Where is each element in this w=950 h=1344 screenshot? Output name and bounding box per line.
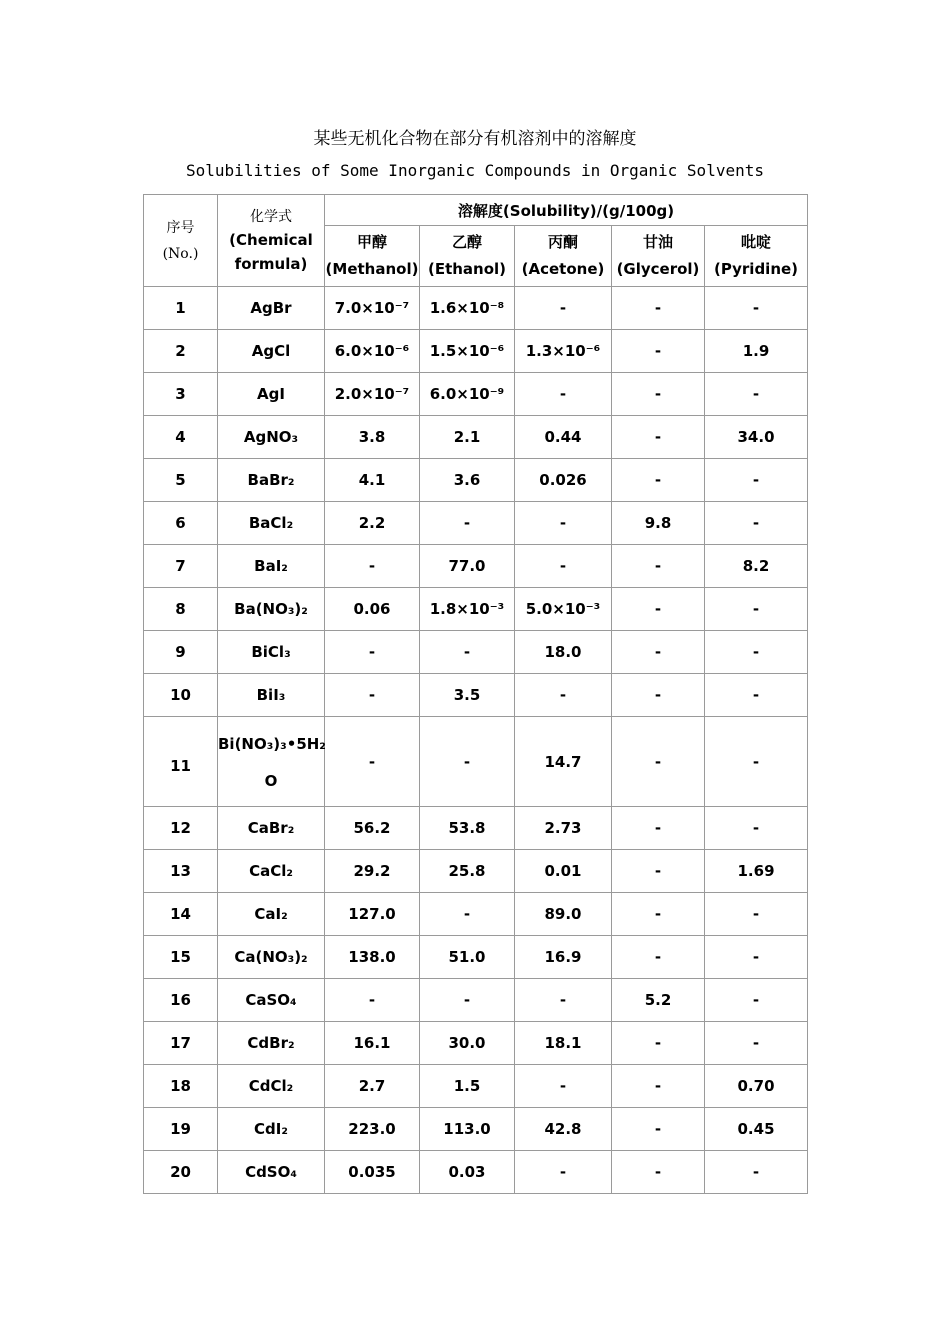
solubility-value: - <box>705 893 808 936</box>
chemical-formula: AgI <box>218 373 325 416</box>
solubility-value: 1.5×10⁻⁶ <box>420 330 515 373</box>
chemical-formula: CdI₂ <box>218 1108 325 1151</box>
page-title-en: Solubilities of Some Inorganic Compounds in Organic Solvents <box>186 161 764 180</box>
solubility-value: - <box>612 416 705 459</box>
solubility-value: 3.5 <box>420 674 515 717</box>
header-solvent-cn: 甘油 <box>642 233 673 251</box>
solubility-value: 0.01 <box>515 850 612 893</box>
solubility-value: 2.1 <box>420 416 515 459</box>
solubility-value: - <box>612 850 705 893</box>
solubility-value: 18.1 <box>515 1022 612 1065</box>
solubility-value: 77.0 <box>420 545 515 588</box>
chemical-formula: CaSO₄ <box>218 979 325 1022</box>
solubility-value: 2.73 <box>515 807 612 850</box>
row-number: 3 <box>144 373 218 416</box>
table-row <box>144 287 808 330</box>
solubility-value: - <box>612 674 705 717</box>
row-number: 8 <box>144 588 218 631</box>
solubility-value: - <box>325 674 420 717</box>
header-solvent-en: (Glycerol) <box>616 260 700 278</box>
table-row <box>144 545 808 588</box>
chemical-formula: CaBr₂ <box>218 807 325 850</box>
solubility-value: 0.035 <box>325 1151 420 1194</box>
solubility-value: - <box>325 979 420 1022</box>
table-row <box>144 416 808 459</box>
header-formula-cn: 化学式 <box>250 208 292 225</box>
chemical-formula: AgNO₃ <box>218 416 325 459</box>
table-row <box>144 373 808 416</box>
solubility-value: - <box>325 717 420 807</box>
solubility-value: 14.7 <box>515 717 612 807</box>
row-number: 2 <box>144 330 218 373</box>
solubility-value: 5.0×10⁻³ <box>515 588 612 631</box>
row-number: 18 <box>144 1065 218 1108</box>
solubility-value: 0.026 <box>515 459 612 502</box>
solubility-value: - <box>612 287 705 330</box>
chemical-formula: BaCl₂ <box>218 502 325 545</box>
row-number: 15 <box>144 936 218 979</box>
solubility-value: - <box>705 287 808 330</box>
solubility-value: 2.2 <box>325 502 420 545</box>
solubility-value: 1.5 <box>420 1065 515 1108</box>
solubility-value: - <box>515 545 612 588</box>
header-solvent <box>612 226 705 287</box>
row-number: 5 <box>144 459 218 502</box>
solubility-value: - <box>515 1065 612 1108</box>
solubility-value: - <box>612 1108 705 1151</box>
solubility-value: - <box>515 674 612 717</box>
row-number: 11 <box>144 717 218 807</box>
table-row <box>144 1151 808 1194</box>
chemical-formula: AgCl <box>218 330 325 373</box>
chemical-formula: CdBr₂ <box>218 1022 325 1065</box>
solubility-value: 5.2 <box>612 979 705 1022</box>
header-solubility: 溶解度(Solubility)/(g/100g) <box>325 195 808 226</box>
row-number: 4 <box>144 416 218 459</box>
solubility-value: - <box>705 459 808 502</box>
solubility-value: - <box>705 631 808 674</box>
row-number: 19 <box>144 1108 218 1151</box>
table-row <box>144 674 808 717</box>
row-number: 7 <box>144 545 218 588</box>
row-number: 17 <box>144 1022 218 1065</box>
solubility-value: - <box>612 1022 705 1065</box>
header-solvent-en: (Ethanol) <box>427 260 507 278</box>
header-solvent <box>420 226 515 287</box>
header-solvent-cn: 甲醇 <box>356 233 387 251</box>
solubility-value: - <box>612 1065 705 1108</box>
table-row <box>144 936 808 979</box>
table-row <box>144 330 808 373</box>
row-number: 1 <box>144 287 218 330</box>
formula-line: O <box>264 771 278 790</box>
solubility-value: 6.0×10⁻⁶ <box>325 330 420 373</box>
chemical-formula: BaBr₂ <box>218 459 325 502</box>
header-formula <box>218 195 325 287</box>
solubility-value: 223.0 <box>325 1108 420 1151</box>
solubility-value: 7.0×10⁻⁷ <box>325 287 420 330</box>
solubility-value: 89.0 <box>515 893 612 936</box>
solubility-value: - <box>515 287 612 330</box>
table-row <box>144 717 808 807</box>
formula-line: Bi(NO₃)₃•5H₂ <box>218 734 326 753</box>
row-number: 20 <box>144 1151 218 1194</box>
header-no-en: (No.) <box>162 245 199 262</box>
solubility-value: - <box>612 936 705 979</box>
table-row <box>144 1108 808 1151</box>
solubility-value: 113.0 <box>420 1108 515 1151</box>
solubility-value: 9.8 <box>612 502 705 545</box>
header-no-cn: 序号 <box>166 219 195 236</box>
table-row <box>144 459 808 502</box>
solubility-value: - <box>705 502 808 545</box>
solubility-value: - <box>420 717 515 807</box>
solubility-value: 16.1 <box>325 1022 420 1065</box>
row-number: 16 <box>144 979 218 1022</box>
solubility-value: 29.2 <box>325 850 420 893</box>
solubility-value: - <box>705 588 808 631</box>
table-row <box>144 1022 808 1065</box>
chemical-formula: Ca(NO₃)₂ <box>218 936 325 979</box>
solubility-value: - <box>325 545 420 588</box>
page-title-cn: 某些无机化合物在部分有机溶剂中的溶解度 <box>313 129 637 149</box>
solubility-value: 4.1 <box>325 459 420 502</box>
solubility-value: - <box>420 893 515 936</box>
solubility-value: 6.0×10⁻⁹ <box>420 373 515 416</box>
table-row <box>144 893 808 936</box>
solubility-value: - <box>705 373 808 416</box>
chemical-formula: BiI₃ <box>218 674 325 717</box>
chemical-formula: BiCl₃ <box>218 631 325 674</box>
solubility-value: 0.70 <box>705 1065 808 1108</box>
solubility-value: - <box>705 674 808 717</box>
solubility-value: - <box>420 502 515 545</box>
table-row <box>144 1065 808 1108</box>
solubility-value: - <box>515 1151 612 1194</box>
chemical-formula: CaCl₂ <box>218 850 325 893</box>
solubility-value: - <box>612 807 705 850</box>
header-no <box>144 195 218 287</box>
solubility-value: 1.69 <box>705 850 808 893</box>
table-row <box>144 631 808 674</box>
solubility-value: 0.45 <box>705 1108 808 1151</box>
row-number: 10 <box>144 674 218 717</box>
solubility-value: 1.8×10⁻³ <box>420 588 515 631</box>
header-solvent <box>515 226 612 287</box>
solubility-value: - <box>420 631 515 674</box>
solubility-value: 0.03 <box>420 1151 515 1194</box>
solubility-value: - <box>515 502 612 545</box>
table-body <box>144 287 808 1194</box>
solubility-value: 18.0 <box>515 631 612 674</box>
chemical-formula <box>218 717 325 807</box>
solubility-value: 3.8 <box>325 416 420 459</box>
solubility-value: - <box>612 893 705 936</box>
table-row <box>144 979 808 1022</box>
table-row <box>144 588 808 631</box>
solubility-value: - <box>325 631 420 674</box>
solubility-value: - <box>515 373 612 416</box>
header-formula-en2: formula) <box>234 254 308 273</box>
header-solvent-cn: 吡啶 <box>741 233 772 251</box>
header-solvent-en: (Methanol) <box>325 260 419 278</box>
solubility-table <box>143 194 808 1194</box>
solubility-value: 0.06 <box>325 588 420 631</box>
chemical-formula: CdSO₄ <box>218 1151 325 1194</box>
chemical-formula: CaI₂ <box>218 893 325 936</box>
solubility-value: 3.6 <box>420 459 515 502</box>
chemical-formula: CdCl₂ <box>218 1065 325 1108</box>
solubility-value: - <box>612 588 705 631</box>
solubility-value: - <box>612 1151 705 1194</box>
header-solvent-en: (Acetone) <box>521 260 605 278</box>
solubility-value: - <box>612 373 705 416</box>
solubility-value: 1.3×10⁻⁶ <box>515 330 612 373</box>
header-solvent <box>705 226 808 287</box>
solubility-value: 42.8 <box>515 1108 612 1151</box>
solubility-value: - <box>705 807 808 850</box>
solubility-value: - <box>705 717 808 807</box>
solubility-value: 53.8 <box>420 807 515 850</box>
solubility-value: 1.9 <box>705 330 808 373</box>
solubility-value: - <box>612 631 705 674</box>
table-row <box>144 850 808 893</box>
header-formula-en1: (Chemical <box>229 230 313 249</box>
solubility-value: 2.0×10⁻⁷ <box>325 373 420 416</box>
solubility-value: 56.2 <box>325 807 420 850</box>
chemical-formula: BaI₂ <box>218 545 325 588</box>
solubility-value: 25.8 <box>420 850 515 893</box>
solubility-value: - <box>705 1022 808 1065</box>
table-row <box>144 807 808 850</box>
solubility-value: - <box>705 979 808 1022</box>
row-number: 6 <box>144 502 218 545</box>
solubility-value: - <box>705 1151 808 1194</box>
row-number: 13 <box>144 850 218 893</box>
solubility-value: - <box>612 545 705 588</box>
header-solvent-en: (Pyridine) <box>714 260 799 278</box>
table-row <box>144 502 808 545</box>
solubility-value: - <box>612 459 705 502</box>
solubility-value: - <box>515 979 612 1022</box>
solubility-value: 1.6×10⁻⁸ <box>420 287 515 330</box>
row-number: 14 <box>144 893 218 936</box>
header-solvent <box>325 226 420 287</box>
solubility-value: 0.44 <box>515 416 612 459</box>
solubility-value: 34.0 <box>705 416 808 459</box>
solubility-value: 51.0 <box>420 936 515 979</box>
solubility-value: 2.7 <box>325 1065 420 1108</box>
row-number: 9 <box>144 631 218 674</box>
chemical-formula: AgBr <box>218 287 325 330</box>
header-solvent-cn: 丙酮 <box>547 233 578 251</box>
solubility-value: 127.0 <box>325 893 420 936</box>
solubility-value: 30.0 <box>420 1022 515 1065</box>
row-number: 12 <box>144 807 218 850</box>
solubility-value: - <box>420 979 515 1022</box>
solubility-value: 138.0 <box>325 936 420 979</box>
solubility-value: 8.2 <box>705 545 808 588</box>
solubility-value: - <box>705 936 808 979</box>
solubility-value: - <box>612 330 705 373</box>
solubility-value: - <box>612 717 705 807</box>
solubility-value: 16.9 <box>515 936 612 979</box>
chemical-formula: Ba(NO₃)₂ <box>218 588 325 631</box>
header-solvent-cn: 乙醇 <box>451 233 482 251</box>
